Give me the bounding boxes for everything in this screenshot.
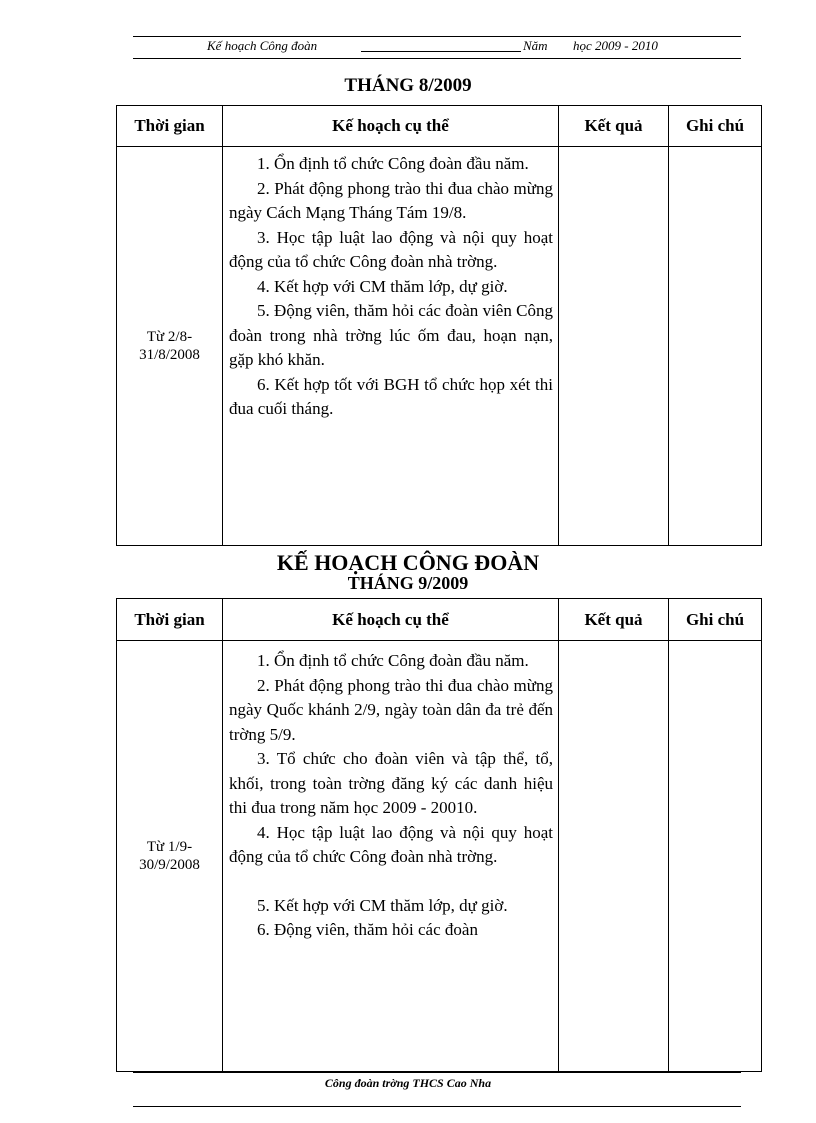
plan-item: 4. Kết hợp với CM thăm lớp, dự giờ. [257, 276, 508, 296]
section1-title: THÁNG 8/2009 [344, 75, 472, 96]
plan-item: 2. Phát động phong trào thi đua chào mừng ngày Quốc khánh 2/9, ngày toàn dân đa trẻ đến trờng 5/9. [229, 675, 553, 744]
section1-note-cell [669, 147, 762, 546]
section2-subtitle: THÁNG 9/2009 [347, 573, 469, 593]
header-left-text: Kế hoạch Công đoàn [207, 38, 318, 53]
header-year-value: học 2009 - 2010 [573, 38, 658, 53]
plan-item: 6. Kết hợp tốt với BGH tổ chức họp xét thi đua cuối tháng. [229, 374, 553, 418]
col-header-plan: Kế hoạch cụ thể [223, 599, 559, 641]
col-header-result: Kết quả [559, 599, 669, 641]
section2-result-cell [559, 641, 669, 1072]
plan-item: 5. Kết hợp với CM thăm lớp, dự giờ. [257, 895, 508, 915]
section1-header-row [117, 106, 762, 147]
section2-time-text: Từ 1/9-30/9/2008 [139, 839, 200, 873]
plan-item: 4. Học tập luật lao động và nội quy hoạt động của tổ chức Công đoàn nhà trờng. [229, 822, 553, 866]
plan-item: 2. Phát động phong trào thi đua chào mừng ngày Cách Mạng Tháng Tám 19/8. [229, 178, 553, 222]
section1-plan-cell [223, 147, 559, 546]
plan-item: 5. Động viên, thăm hỏi các đoàn viên Công đoàn trong nhà trờng lúc ốm đau, hoạn nạn, gặp khó khăn. [229, 301, 553, 369]
section2-header-row [117, 599, 762, 641]
section2-plan-cell [223, 641, 559, 1072]
section2-table [116, 598, 762, 1072]
col-header-time: Thời gian [117, 599, 223, 641]
section2-plan-list [223, 641, 558, 1071]
page-footer: Công đoàn trờng THCS Cao Nha [324, 1076, 492, 1090]
section1-plan-list [223, 147, 558, 545]
section1-time-text: Từ 2/8-31/8/2008 [139, 329, 200, 363]
col-header-time: Thời gian [117, 106, 223, 147]
header-blank-line [361, 38, 521, 52]
header-year-label: Năm [523, 38, 548, 53]
section1-result-cell [559, 147, 669, 546]
section2-time-cell [117, 641, 223, 1072]
plan-item: 6. Động viên, thăm hỏi các đoàn [257, 920, 478, 939]
section2-content-row [117, 641, 762, 1072]
col-header-note: Ghi chú [669, 106, 762, 147]
footer-bottom-rule [133, 1106, 741, 1107]
footer-top-rule [133, 1072, 741, 1073]
col-header-result: Kết quả [559, 106, 669, 147]
header-bottom-rule [133, 58, 741, 59]
section1-time-cell [117, 147, 223, 546]
col-header-plan: Kế hoạch cụ thể [223, 106, 559, 147]
page-header [133, 38, 741, 56]
plan-item: 3. Tổ chức cho đoàn viên và tập thể, tổ, khối, trong toàn trờng đăng ký các danh hiệu thi đua trong năm học 2009 - 20010. [229, 749, 553, 817]
section2-title: KẾ HOẠCH CÔNG ĐOÀN [276, 550, 540, 575]
section1-table [116, 105, 762, 546]
header-top-rule [133, 36, 741, 37]
plan-item: 3. Học tập luật lao động và nội quy hoạt động của tổ chức Công đoàn nhà trờng. [229, 227, 553, 271]
plan-item: 1. Ổn định tổ chức Công đoàn đầu năm. [257, 154, 529, 173]
section2-note-cell [669, 641, 762, 1072]
section1-content-row [117, 147, 762, 546]
plan-item: 1. Ổn định tổ chức Công đoàn đầu năm. [257, 651, 529, 670]
col-header-note: Ghi chú [669, 599, 762, 641]
